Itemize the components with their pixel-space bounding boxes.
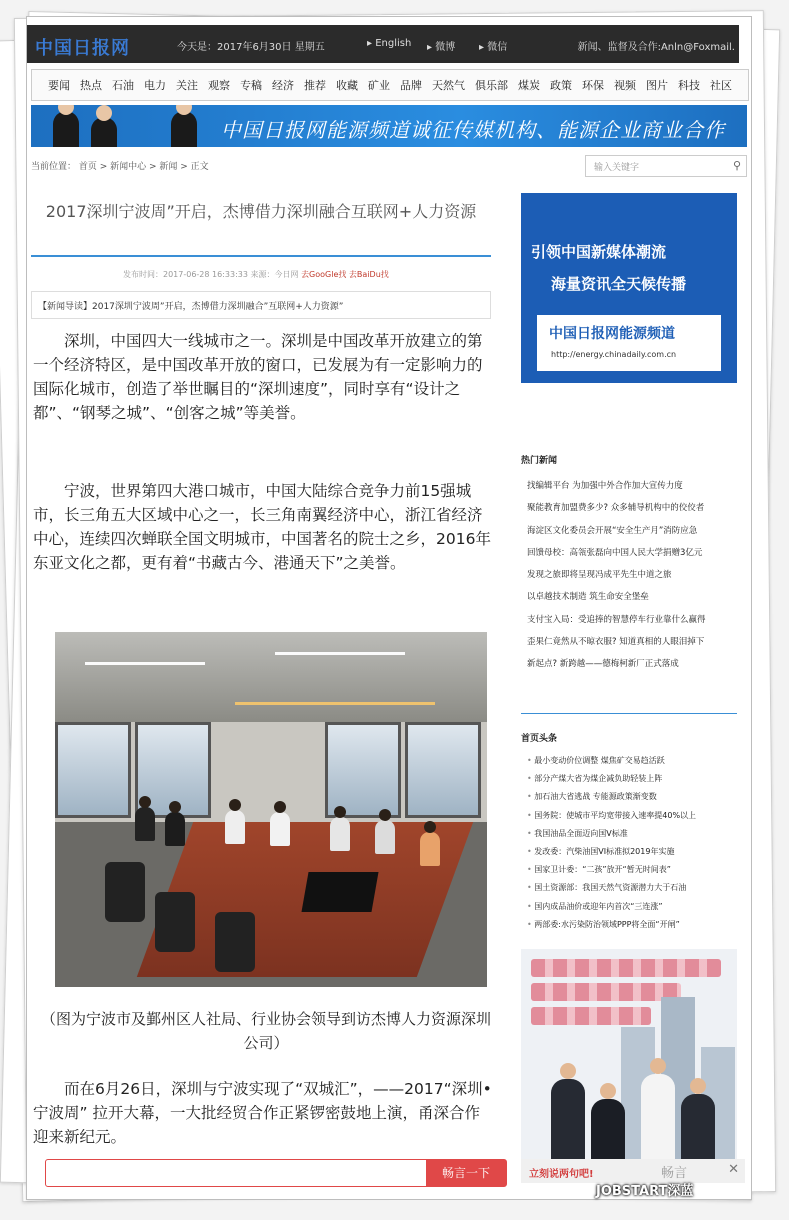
meeting-photo [55, 632, 487, 987]
article-paragraph: 而在6月26日，深圳与宁波实现了“双城汇”，——2017“深圳•宁波周” 拉开大幕，一大批经贸合作正紧锣密鼓地上演，甬深合作迎来新纪元。 [33, 1080, 492, 1146]
contact-text: 新闻、监督及合作:Anln@Foxmail. [577, 42, 735, 53]
search-icon[interactable]: ⚲ [732, 159, 741, 172]
nav-item[interactable]: 专稿 [240, 79, 262, 92]
nav-item[interactable]: 经济 [272, 79, 294, 92]
banner-person-illustration [91, 117, 117, 147]
photo-chair [105, 862, 145, 922]
photo-person [135, 807, 155, 841]
web-page [26, 16, 752, 1200]
news-guide-text: 【新闻导读】2017深圳宁波周”开启，杰博借力深圳融合”互联网+人力资源” [38, 302, 344, 312]
photo-laptop [301, 872, 378, 912]
front-headlines-list [527, 755, 737, 937]
photo-person [225, 810, 245, 844]
photo-chair [215, 912, 255, 972]
breadcrumb[interactable]: 当前位置： 首页 > 新闻中心 > 新闻 > 正文 [31, 162, 209, 172]
banner-ad[interactable] [31, 105, 747, 147]
ad-channel-title: 中国日报网能源频道 [549, 326, 675, 342]
article-title: 2017深圳宁波周”开启，杰博借力深圳融合互联网+人力资源 [45, 202, 477, 221]
hot-news-item[interactable]: 支付宝入局：受追捧的智慧停车行业靠什么赢得 [527, 614, 706, 625]
photo-light [85, 662, 205, 665]
hot-news-item[interactable]: 以卓越技术制造 筑生命安全堡垒 [527, 592, 649, 603]
nav-item[interactable]: 煤炭 [518, 79, 540, 92]
banner-text: 中国日报网能源频道诚征传媒机构、能源企业商业合作 [221, 118, 725, 142]
front-headlines-heading: 首页头条 [521, 734, 558, 744]
photo-caption: （图为宁波市及鄞州区人社局、行业协会领导到访杰博人力资源深圳公司） [41, 1010, 492, 1052]
search-input[interactable] [585, 155, 747, 177]
search-engine-links[interactable]: 去GooGle找 去BaiDu找 [301, 270, 389, 279]
nav-item[interactable]: 科技 [678, 79, 700, 92]
blurred-ad-text [531, 959, 721, 977]
comment-button[interactable]: 畅言一下 [426, 1160, 506, 1186]
banner-person-illustration [53, 111, 79, 147]
weibo-link[interactable]: ▸ 微博 [427, 42, 456, 53]
ad-channel-url: http://energy.chinadaily.com.cn [551, 350, 677, 359]
sidebar-ad[interactable] [521, 193, 737, 383]
hot-news-item[interactable]: 回馈母校：高瓴张磊向中国人民大学捐赠3亿元 [527, 547, 703, 558]
weixin-link[interactable]: ▸ 微信 [479, 42, 508, 53]
photo-person [375, 820, 395, 854]
article-paragraph: 宁波，世界第四大港口城市，中国大陆综合竞争力前15强城市，长三角五大区域中心之一，长三角南翼经济中心，浙江省经济中心，连续四次蝉联全国文明城市，中国著名的院士之乡，2016年东亚文化之都，更有着“书藏古今、港通天下”之美誉。 [33, 482, 491, 572]
publish-time: 发布时间：2017-06-28 16:33:33 来源：今日网 [123, 270, 299, 279]
main-nav [31, 69, 749, 101]
search-placeholder: 输入关键字 [594, 163, 640, 173]
title-divider [31, 255, 491, 257]
front-headline-item[interactable]: • 部分产煤大省为煤企减负助轻装上阵 [527, 773, 737, 791]
hot-news-list [527, 479, 737, 680]
nav-item[interactable]: 品牌 [400, 79, 422, 92]
front-headline-item[interactable]: • 国务院：使城市平均宽带接入速率提40%以上 [527, 810, 737, 828]
hot-news-item[interactable]: 找编辑平台 为加强中外合作加大宣传力度 [527, 481, 683, 491]
site-logo[interactable]: 中国日报网 [35, 38, 130, 59]
news-guide-box [31, 291, 491, 319]
photo-window [325, 722, 401, 818]
nav-item[interactable]: 观察 [208, 79, 230, 92]
photo-person [270, 812, 290, 846]
current-date: 今天是：2017年6月30日 星期五 [177, 42, 325, 53]
comment-prompt-text[interactable]: 立刻说两句吧! [529, 1169, 594, 1180]
article-meta [123, 269, 389, 280]
hot-news-item[interactable]: 发现之旅即将呈现冯成平先生中道之旅 [527, 570, 672, 581]
article-paragraph: 深圳，中国四大一线城市之一。深圳是中国改革开放建立的第一个经济特区，是中国改革开放的窗口，已发展为有一定影响力的国际化城市，创造了举世瞩目的“深圳速度”，同时享有“设计之都”、“钢琴之城”、“创客之城”等美誉。 [33, 332, 483, 422]
close-icon[interactable]: ✕ [728, 1162, 739, 1177]
nav-item[interactable]: 矿业 [368, 79, 390, 92]
changyan-logo: 畅言 [661, 1166, 688, 1181]
hot-news-heading: 热门新闻 [521, 456, 558, 466]
photo-light [235, 702, 435, 705]
wechat-watermark: JOBSTART深蓝 [596, 1184, 694, 1199]
front-headline-item[interactable]: • 最小变动价位调整 煤焦矿交易趋活跃 [527, 755, 737, 773]
top-bar [27, 25, 739, 63]
nav-item[interactable]: 天然气 [432, 79, 465, 92]
hot-news-item[interactable]: 歪果仁竟然从不晾衣服? 知道真相的人眼泪掉下 [527, 637, 705, 648]
front-headline-item[interactable]: • 加石油大省逃战 专能源政策渐变数 [527, 791, 737, 809]
front-headline-item[interactable]: • 我国油品全面迈向国V标准 [527, 828, 737, 846]
photo-person [420, 832, 440, 866]
comment-bar[interactable] [45, 1159, 507, 1187]
nav-item[interactable]: 视频 [614, 79, 636, 92]
photo-ceiling [55, 632, 487, 722]
front-headline-item[interactable]: • 国土资源部：我国天然气资源潜力大于石油 [527, 882, 737, 900]
front-headline-item[interactable]: • 两部委:水污染防治领域PPP将全面“开闸” [527, 919, 737, 937]
nav-item[interactable]: 收藏 [336, 79, 358, 92]
nav-item[interactable]: 俱乐部 [475, 79, 508, 92]
nav-item[interactable]: 推荐 [304, 79, 326, 92]
ad-slogan-2: 海量资讯全天候传播 [551, 275, 687, 293]
nav-item[interactable]: 社区 [710, 79, 732, 92]
nav-item[interactable]: 政策 [550, 79, 572, 92]
front-headline-item[interactable]: • 国家卫计委：“二孩”放开“暂无时间表” [527, 864, 737, 882]
photo-chair [155, 892, 195, 952]
photo-window [405, 722, 481, 818]
nav-item[interactable]: 关注 [176, 79, 198, 92]
blurred-ad-text [531, 1007, 651, 1025]
banner-person-illustration [171, 111, 197, 147]
front-headline-item[interactable]: • 发改委：汽柴油国VI标准拟2019年实施 [527, 846, 737, 864]
nav-item[interactable]: 环保 [582, 79, 604, 92]
photo-light [275, 652, 405, 655]
hot-news-item[interactable]: 新起点? 新跨越——德梅柯新厂正式落成 [527, 659, 679, 670]
photo-person [330, 817, 350, 851]
nav-item[interactable]: 电力 [144, 79, 166, 92]
nav-item[interactable]: 石油 [112, 79, 134, 92]
blurred-ad-text [531, 983, 681, 1001]
photo-person [165, 812, 185, 846]
photo-window [55, 722, 131, 818]
nav-item[interactable]: 热点 [80, 79, 102, 92]
hot-news-item[interactable]: 聚能教育加盟费多少? 众多辅导机构中的佼佼者 [527, 503, 705, 514]
english-link[interactable]: ▸ English [367, 38, 412, 49]
hot-news-item[interactable]: 海淀区文化委员会开展“安全生产月”消防应急 [527, 525, 698, 536]
nav-item[interactable]: 要闻 [48, 79, 70, 92]
ad-slogan-1: 引领中国新媒体潮流 [531, 243, 667, 261]
ad-channel-box [537, 315, 721, 371]
front-headline-item[interactable]: • 国内成品油价或迎年内首次“三连涨” [527, 901, 737, 919]
sidebar-business-ad[interactable] [521, 949, 737, 1177]
sidebar-divider [521, 713, 737, 714]
nav-item[interactable]: 图片 [646, 79, 668, 92]
